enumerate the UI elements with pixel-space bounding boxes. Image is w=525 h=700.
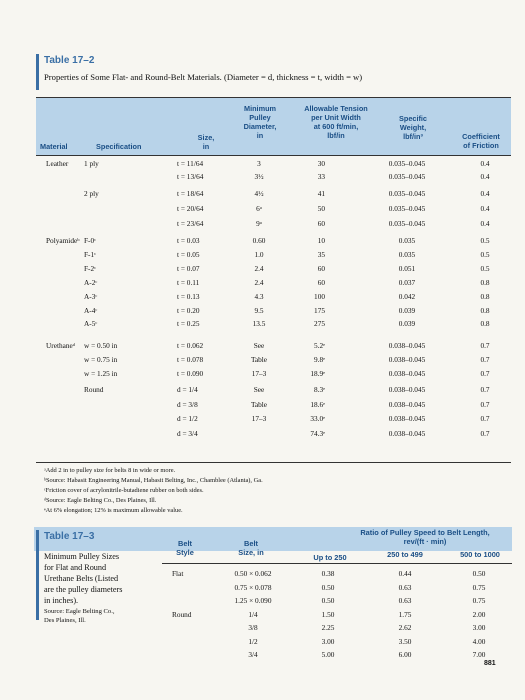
table1-bottom-rule [36, 462, 511, 463]
row-allowable-tension: 33.0ᵉ [310, 414, 325, 423]
row-coefficient-of-friction: 0.7 [480, 429, 490, 438]
row-pulley-diameter: 9.5 [254, 306, 264, 315]
row-specific-weight: 0.035–0.045 [388, 172, 426, 181]
row-specification: w = 0.50 in [84, 341, 118, 350]
row-material: Leather [46, 159, 69, 168]
table1-footnote: ᵉAt 6% elongation; 12% is maximum allowable value. [44, 507, 183, 514]
table2-caption-line: for Flat and Round [44, 563, 107, 572]
header-min-pulley-diameter [232, 104, 288, 140]
row-allowable-tension: 8.3ᵉ [314, 385, 325, 394]
row-allowable-tension: 18.9ᵉ [310, 369, 325, 378]
table2-row-up-to-250: 1.50 [321, 610, 335, 619]
row-specific-weight: 0.038–0.045 [388, 369, 426, 378]
table1-caption: Properties of Some Flat- and Round-Belt Materials. (Diameter = d, thickness = t, width = w) [44, 72, 363, 82]
row-specific-weight: 0.038–0.045 [388, 385, 426, 394]
row-size: t = 0.11 [177, 278, 200, 287]
row-coefficient-of-friction: 0.4 [480, 159, 490, 168]
table2-header-500-to-1000: 500 to 1000 [460, 550, 500, 559]
row-coefficient-of-friction: 0.7 [480, 369, 490, 378]
table2-row-500-to-1000: 0.50 [472, 569, 486, 578]
table2-row-500-to-1000: 4.00 [472, 637, 486, 646]
table1-footnote: ᵇSource: Habasit Engineering Manual, Habasit Belting, Inc., Chamblee (Atlanta), Ga. [44, 477, 263, 484]
row-pulley-diameter: 3½ [254, 172, 264, 181]
row-size: d = 3/8 [177, 400, 198, 409]
table2-header-speed-ratio [340, 528, 510, 546]
table1-footnote: ᵃAdd 2 in to pulley size for belts 8 in wide or more. [44, 467, 176, 474]
table2-row-up-to-250: 0.38 [321, 569, 335, 578]
row-pulley-diameter: 4½ [254, 189, 264, 198]
row-allowable-tension: 175 [314, 306, 325, 315]
table2-row-belt-size: 3/8 [248, 623, 258, 632]
row-specific-weight: 0.039 [398, 319, 416, 328]
table2-caption-line: Urethane Belts (Listed [44, 574, 119, 583]
row-size: t = 18/64 [177, 189, 204, 198]
row-pulley-diameter: See [253, 341, 265, 350]
row-allowable-tension: 5.2ᵉ [314, 341, 325, 350]
table2-row-500-to-1000: 2.00 [472, 610, 486, 619]
table2-source-line: Des Plaines, Ill. [44, 617, 86, 624]
row-pulley-diameter: 6ᵃ [256, 204, 262, 213]
row-size: t = 0.13 [177, 292, 200, 301]
row-specification: A-5ᶜ [84, 319, 98, 328]
row-specification: Round [84, 385, 104, 394]
row-pulley-diameter: 17–3 [251, 369, 267, 378]
row-size: d = 1/4 [177, 385, 198, 394]
row-coefficient-of-friction: 0.8 [480, 278, 490, 287]
table1-footnote: ᶜFriction cover of acrylonitrile-butadiene rubber on both sides. [44, 487, 204, 494]
row-coefficient-of-friction: 0.7 [480, 400, 490, 409]
row-specific-weight: 0.039 [398, 306, 416, 315]
row-specific-weight: 0.038–0.045 [388, 414, 426, 423]
row-coefficient-of-friction: 0.5 [480, 236, 490, 245]
table2-header-size-line: Belt [244, 539, 258, 548]
table2-row-250-to-499: 0.44 [398, 569, 412, 578]
header-friction-line: Coefficient [462, 132, 500, 141]
row-pulley-diameter: 0.60 [252, 236, 266, 245]
table1-footnote: ᵈSource: Eagle Belting Co., Des Plaines, Ill. [44, 497, 157, 504]
header-size [188, 133, 224, 151]
row-pulley-diameter: See [253, 385, 265, 394]
row-pulley-diameter: 4.3 [254, 292, 264, 301]
table2-row-belt-style: Round [172, 610, 192, 619]
row-specification: F-1ᶜ [84, 250, 97, 259]
row-size: t = 0.07 [177, 264, 200, 273]
table2-row-belt-size: 0.75 × 0.078 [234, 583, 272, 592]
header-pulley-line: Pulley [249, 113, 271, 122]
row-specification: A-2ᶜ [84, 278, 98, 287]
table2-row-250-to-499: 3.50 [398, 637, 412, 646]
row-size: d = 1/2 [177, 414, 198, 423]
table2-row-up-to-250: 0.50 [321, 583, 335, 592]
table2-row-belt-size: 3/4 [248, 650, 258, 659]
table2-row-up-to-250: 5.00 [321, 650, 335, 659]
row-specific-weight: 0.051 [398, 264, 416, 273]
row-allowable-tension: 33 [317, 172, 325, 181]
row-coefficient-of-friction: 0.7 [480, 341, 490, 350]
table2-row-500-to-1000: 3.00 [472, 623, 486, 632]
row-pulley-diameter: Table [250, 355, 268, 364]
row-pulley-diameter: 2.4 [254, 264, 264, 273]
table2-row-500-to-1000: 0.75 [472, 583, 486, 592]
row-coefficient-of-friction: 0.7 [480, 414, 490, 423]
row-specification: w = 0.75 in [84, 355, 118, 364]
table2-row-belt-size: 1/4 [248, 610, 258, 619]
table2-header-rule [162, 563, 512, 564]
row-specific-weight: 0.035–0.045 [388, 159, 426, 168]
row-coefficient-of-friction: 0.7 [480, 385, 490, 394]
table2-row-belt-style: Flat [172, 569, 184, 578]
row-specific-weight: 0.037 [398, 278, 416, 287]
row-specific-weight: 0.038–0.045 [388, 429, 426, 438]
table2-header-style-line: Style [176, 548, 194, 557]
row-size: t = 23/64 [177, 219, 204, 228]
row-allowable-tension: 41 [317, 189, 325, 198]
header-tension-line: at 600 ft/min, [313, 122, 359, 131]
table2-title: Table 17–3 [44, 531, 95, 542]
table2-row-250-to-499: 0.63 [398, 583, 412, 592]
row-allowable-tension: 60 [317, 264, 325, 273]
table2-header-ratio-line: rev/(ft · min) [403, 537, 447, 546]
table2-header-belt-style [168, 539, 202, 557]
row-specific-weight: 0.042 [398, 292, 416, 301]
row-specification: 2 ply [84, 189, 99, 198]
row-coefficient-of-friction: 0.8 [480, 292, 490, 301]
row-pulley-diameter: 17–3 [251, 414, 267, 423]
table2-header-size-line: Size, in [238, 548, 264, 557]
table2-row-up-to-250: 0.50 [321, 596, 335, 605]
header-tension-line: per Unit Width [311, 113, 361, 122]
table2-row-up-to-250: 2.25 [321, 623, 335, 632]
table2-header-belt-size [226, 539, 276, 557]
row-specific-weight: 0.035–0.045 [388, 189, 426, 198]
header-specific-weight [388, 114, 438, 141]
row-specification: F-2ᶜ [84, 264, 97, 273]
table2-row-250-to-499: 1.75 [398, 610, 412, 619]
row-size: t = 0.05 [177, 250, 200, 259]
row-coefficient-of-friction: 0.7 [480, 355, 490, 364]
row-size: t = 20/64 [177, 204, 204, 213]
row-specific-weight: 0.035–0.045 [388, 204, 426, 213]
row-size: d = 3/4 [177, 429, 198, 438]
row-pulley-diameter: 9ᵃ [256, 219, 262, 228]
table2-caption-line: are the pulley diameters [44, 585, 123, 594]
row-size: t = 0.03 [177, 236, 200, 245]
row-size: t = 0.078 [177, 355, 204, 364]
table2-row-belt-size: 1/2 [248, 637, 258, 646]
row-pulley-diameter: 1.0 [254, 250, 264, 259]
row-allowable-tension: 100 [314, 292, 325, 301]
table1-title: Table 17–2 [44, 55, 95, 66]
row-allowable-tension: 10 [317, 236, 325, 245]
row-specification: A-3ᶜ [84, 292, 98, 301]
row-pulley-diameter: 3 [257, 159, 261, 168]
header-size-line: in [202, 142, 210, 151]
row-specific-weight: 0.038–0.045 [388, 400, 426, 409]
row-allowable-tension: 35 [317, 250, 325, 259]
row-pulley-diameter: Table [250, 400, 268, 409]
row-specific-weight: 0.035–0.045 [388, 219, 426, 228]
row-allowable-tension: 60 [317, 278, 325, 287]
row-size: t = 0.062 [177, 341, 204, 350]
table2-row-belt-size: 0.50 × 0.062 [234, 569, 272, 578]
row-coefficient-of-friction: 0.8 [480, 306, 490, 315]
header-weight-line: lbf/in³ [403, 132, 423, 141]
row-coefficient-of-friction: 0.5 [480, 250, 490, 259]
row-pulley-diameter: 2.4 [254, 278, 264, 287]
page-number: 881 [484, 660, 496, 667]
table1-top-rule [36, 97, 511, 98]
row-specific-weight: 0.038–0.045 [388, 341, 426, 350]
table1-header-rule [36, 155, 511, 156]
row-size: t = 0.20 [177, 306, 200, 315]
table2-accent-bar [36, 530, 39, 620]
table2-source-line: Source: Eagle Belting Co., [44, 608, 115, 615]
row-material: Urethaneᵈ [46, 341, 76, 350]
row-allowable-tension: 18.6ᵉ [310, 400, 325, 409]
header-weight-line: Weight, [399, 123, 427, 132]
row-pulley-diameter: 13.5 [252, 319, 266, 328]
row-material: Polyamideᵇ [46, 236, 80, 245]
header-weight-line: Specific [399, 114, 427, 123]
row-allowable-tension: 60 [317, 219, 325, 228]
row-specific-weight: 0.038–0.045 [388, 355, 426, 364]
row-size: t = 0.090 [177, 369, 204, 378]
row-size: t = 13/64 [177, 172, 204, 181]
table2-row-250-to-499: 6.00 [398, 650, 412, 659]
header-pulley-line: Diameter, [243, 122, 277, 131]
table2-row-250-to-499: 2.62 [398, 623, 412, 632]
row-specification: A-4ᶜ [84, 306, 98, 315]
header-friction-line: of Friction [463, 141, 499, 150]
header-tension-line: lbf/in [327, 131, 345, 140]
table2-row-belt-size: 1.25 × 0.090 [234, 596, 272, 605]
header-material: Material [40, 142, 68, 151]
table2-caption-line: Minimum Pulley Sizes [44, 552, 120, 561]
row-coefficient-of-friction: 0.4 [480, 204, 490, 213]
row-specification: F-0ᶜ [84, 236, 97, 245]
header-pulley-line: in [256, 131, 264, 140]
table2-header-ratio-line: Ratio of Pulley Speed to Belt Length, [360, 528, 490, 537]
table1-accent-bar [36, 54, 39, 90]
row-coefficient-of-friction: 0.5 [480, 264, 490, 273]
row-specification: 1 ply [84, 159, 99, 168]
row-coefficient-of-friction: 0.4 [480, 172, 490, 181]
table2-row-up-to-250: 3.00 [321, 637, 335, 646]
table2-header-up-to-250: Up to 250 [313, 553, 347, 562]
row-specific-weight: 0.035 [398, 250, 416, 259]
header-coefficient-of-friction [452, 132, 510, 150]
header-size-line: Size, [197, 133, 215, 142]
row-allowable-tension: 30 [317, 159, 325, 168]
header-specification: Specification [96, 142, 142, 151]
row-allowable-tension: 275 [314, 319, 325, 328]
row-specific-weight: 0.035 [398, 236, 416, 245]
table2-caption-line: in inches). [44, 596, 79, 605]
row-allowable-tension: 9.8ᵉ [314, 355, 325, 364]
row-coefficient-of-friction: 0.8 [480, 319, 490, 328]
row-size: t = 11/64 [177, 159, 204, 168]
row-specification: w = 1.25 in [84, 369, 118, 378]
header-tension-line: Allowable Tension [304, 104, 368, 113]
table2-row-250-to-499: 0.63 [398, 596, 412, 605]
table2-header-250-to-499: 250 to 499 [387, 550, 423, 559]
header-allowable-tension [290, 104, 382, 140]
header-pulley-line: Minimum [243, 104, 277, 113]
row-coefficient-of-friction: 0.4 [480, 189, 490, 198]
row-allowable-tension: 50 [317, 204, 325, 213]
table2-row-500-to-1000: 7.00 [472, 650, 486, 659]
table2-header-style-line: Belt [178, 539, 192, 548]
row-size: t = 0.25 [177, 319, 200, 328]
table2-row-500-to-1000: 0.75 [472, 596, 486, 605]
row-allowable-tension: 74.3ᵉ [310, 429, 325, 438]
row-coefficient-of-friction: 0.4 [480, 219, 490, 228]
